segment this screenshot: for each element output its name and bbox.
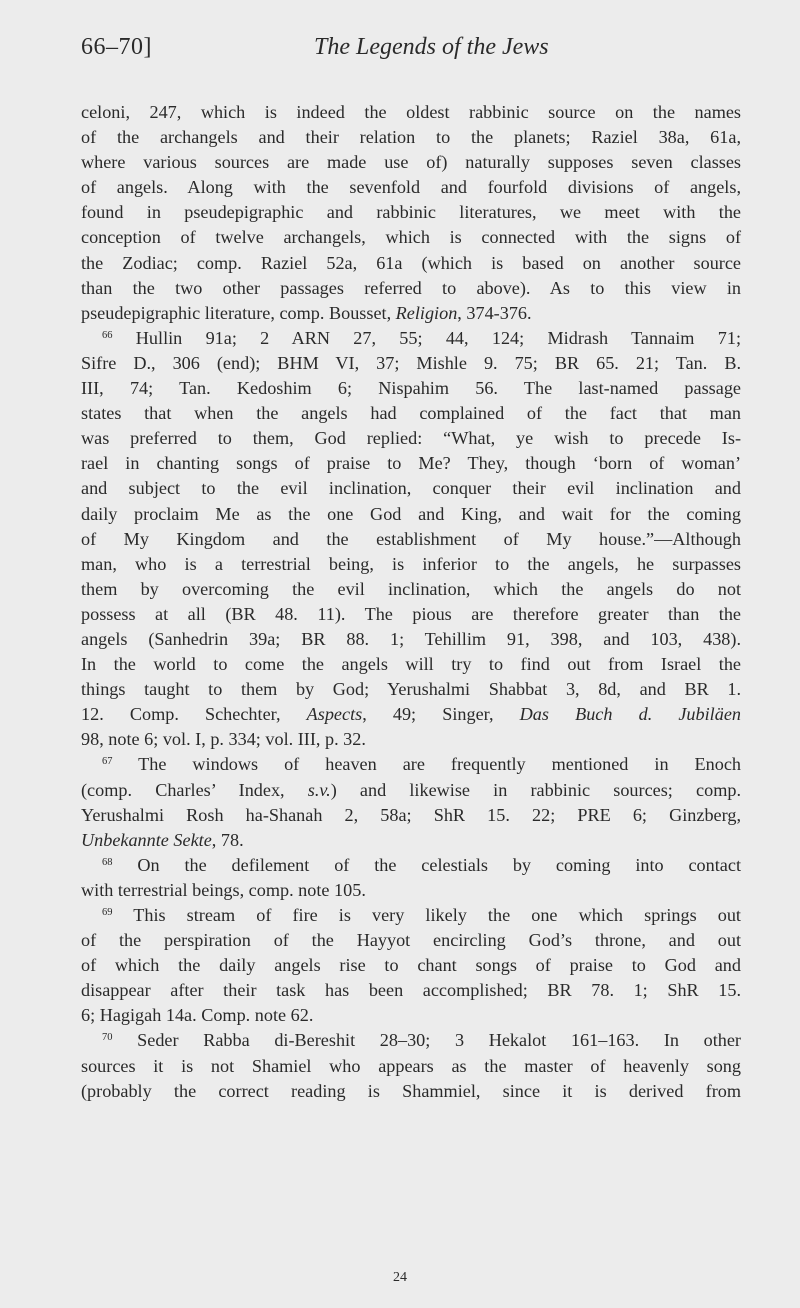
- text-segment: , 49; Singer,: [362, 704, 520, 725]
- text-segment: On the defilement of the celestials by coming into contact: [112, 854, 741, 875]
- footnote-number: 69: [102, 907, 113, 918]
- text-line: [81, 125, 741, 150]
- footnote-number: 67: [102, 756, 113, 768]
- text-line: [81, 978, 741, 1003]
- text-segment: pseudepigraphic literature, comp. Bousset,: [81, 302, 396, 323]
- text-line: [81, 351, 741, 376]
- text-line: [81, 150, 741, 175]
- text-line: [81, 727, 741, 752]
- text-line: [81, 276, 741, 301]
- text-segment: rael in chanting songs of praise to Me? They, though ‘born of woman’: [81, 453, 741, 474]
- text-line: [81, 928, 741, 953]
- text-segment: ) and likewise in rabbinic sources; comp.: [330, 779, 741, 800]
- running-header: [81, 34, 740, 74]
- italic-title: Das Buch d. Jubiläen: [519, 704, 741, 725]
- footnote-start-line: [81, 1028, 741, 1053]
- text-segment: The windows of heaven are frequently mentioned in Enoch: [112, 754, 741, 775]
- text-segment: the Zodiac; comp. Raziel 52a, 61a (which is based on another source: [81, 252, 741, 273]
- text-segment: (comp. Charles’ Index,: [81, 779, 308, 800]
- footnotes-text-block: [81, 100, 741, 1104]
- text-segment: (probably the correct reading is Shammiel, since it is derived from: [81, 1080, 741, 1101]
- text-line: [81, 828, 741, 853]
- text-segment: found in pseudepigraphic and rabbinic literatures, we meet with the: [81, 202, 741, 223]
- text-segment: celoni, 247, which is indeed the oldest rabbinic source on the names: [81, 102, 741, 122]
- text-segment: things taught to them by God; Yerushalmi Shabbat 3, 8d, and BR 1.: [81, 679, 741, 700]
- footnote-start-line: [81, 903, 741, 928]
- text-segment: man, who is a terrestrial being, is inferior to the angels, he surpasses: [81, 553, 741, 574]
- footnote-number: 66: [102, 329, 113, 341]
- text-segment: of the perspiration of the Hayyot encircling God’s throne, and out: [81, 930, 741, 951]
- text-segment: In the world to come the angels will try to find out from Israel the: [81, 654, 741, 675]
- text-segment: was preferred to them, God replied: “What, ye wish to precede Is-: [81, 428, 741, 449]
- text-segment: of angels. Along with the sevenfold and fourfold divisions of angels,: [81, 177, 741, 198]
- text-segment: , 374-376.: [457, 302, 532, 323]
- text-segment: 98, note 6; vol. I, p. 334; vol. III, p. 32.: [81, 729, 366, 750]
- text-segment: of My Kingdom and the establishment of My house.”—Although: [81, 528, 741, 549]
- text-segment: of the archangels and their relation to the planets; Raziel 38a, 61a,: [81, 127, 741, 148]
- italic-title: s.v.: [307, 779, 331, 800]
- text-segment: angels (Sanhedrin 39a; BR 88. 1; Tehillim 91, 398, and 103, 438).: [81, 628, 741, 649]
- italic-title: Aspects: [306, 704, 363, 725]
- text-line: [81, 502, 741, 527]
- text-segment: of which the daily angels rise to chant songs of praise to God and: [81, 955, 741, 976]
- text-line: [81, 1054, 741, 1079]
- text-segment: possess at all (BR 48. 11). The pious are therefore greater than the: [81, 603, 741, 624]
- text-segment: Hullin 91a; 2 ARN 27, 55; 44, 124; Midrash Tannaim 71;: [112, 327, 741, 348]
- text-line: [81, 376, 741, 401]
- text-segment: This stream of fire is very likely the one which springs out: [112, 905, 741, 925]
- header-book-title: The Legends of the Jews: [314, 34, 549, 60]
- text-segment: them by overcoming the evil inclination, which the angels do not: [81, 578, 741, 599]
- text-line: [81, 803, 741, 828]
- page-number: 24: [393, 1270, 407, 1285]
- text-segment: and subject to the evil inclination, conquer their evil inclination and: [81, 478, 741, 499]
- text-line: [81, 100, 741, 125]
- text-line: [81, 175, 741, 200]
- text-line: [81, 426, 741, 451]
- text-line: [81, 677, 741, 702]
- text-line: [81, 225, 741, 250]
- text-segment: 6; Hagigah 14a. Comp. note 62.: [81, 1005, 314, 1026]
- text-segment: than the two other passages referred to above). As to this view in: [81, 277, 741, 298]
- text-line: [81, 602, 741, 627]
- text-line: [81, 451, 741, 476]
- text-line: [81, 301, 741, 326]
- text-line: [81, 200, 741, 225]
- text-segment: sources it is not Shamiel who appears as the master of heavenly song: [81, 1055, 741, 1076]
- text-segment: conception of twelve archangels, which is connected with the signs of: [81, 227, 741, 248]
- text-segment: Sifre D., 306 (end); BHM VI, 37; Mishle 9. 75; BR 65. 21; Tan. B.: [81, 352, 741, 373]
- text-segment: 12. Comp. Schechter,: [81, 704, 307, 725]
- text-line: [81, 953, 741, 978]
- text-segment: Seder Rabba di-Bereshit 28–30; 3 Hekalot 161–163. In other: [112, 1030, 741, 1051]
- text-segment: with terrestrial beings, comp. note 105.: [81, 879, 366, 900]
- italic-title: Religion: [395, 302, 458, 323]
- footnote-start-line: [81, 853, 741, 878]
- text-segment: disappear after their task has been accomplished; BR 78. 1; ShR 15.: [81, 980, 741, 1001]
- footnote-number: 68: [102, 856, 113, 868]
- footnote-number: 70: [102, 1032, 113, 1044]
- text-line: [81, 552, 741, 577]
- text-line: [81, 476, 741, 501]
- header-page-range: 66–70]: [81, 34, 152, 60]
- text-line: [81, 577, 741, 602]
- text-line: [81, 878, 741, 903]
- text-line: [81, 527, 741, 552]
- text-line: [81, 702, 741, 727]
- text-segment: III, 74; Tan. Kedoshim 6; Nispahim 56. The last-named passage: [81, 378, 741, 399]
- text-line: [81, 251, 741, 276]
- text-segment: where various sources are made use of) naturally supposes seven classes: [81, 152, 741, 173]
- text-segment: Yerushalmi Rosh ha-Shanah 2, 58a; ShR 15. 22; PRE 6; Ginzberg,: [81, 804, 741, 825]
- footnote-start-line: [81, 326, 741, 351]
- text-segment: , 78.: [211, 829, 244, 850]
- text-segment: daily proclaim Me as the one God and King, and wait for the coming: [81, 503, 741, 524]
- text-line: [81, 401, 741, 426]
- footnote-start-line: [81, 752, 741, 777]
- text-line: [81, 778, 741, 803]
- text-line: [81, 1079, 741, 1104]
- text-line: [81, 627, 741, 652]
- text-line: [81, 652, 741, 677]
- text-line: [81, 1003, 741, 1028]
- italic-title: Unbekannte Sekte: [81, 829, 212, 850]
- text-segment: states that when the angels had complained of the fact that man: [81, 403, 741, 424]
